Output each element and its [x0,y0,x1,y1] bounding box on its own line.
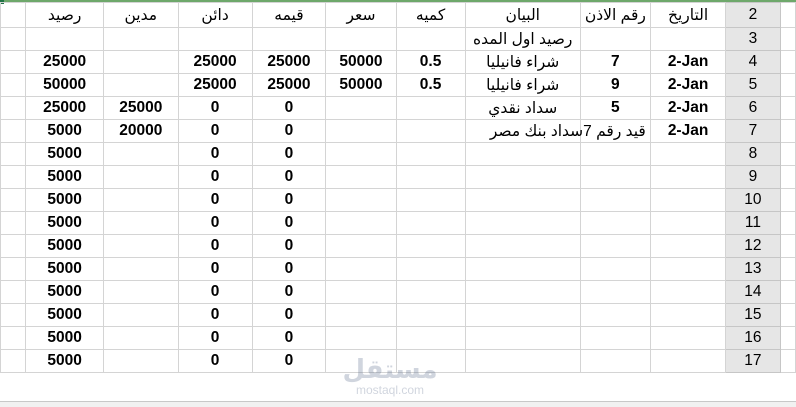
cell-date[interactable] [650,189,725,212]
cell-qty[interactable] [396,97,465,120]
cell-blank-right[interactable] [780,74,795,97]
cell-price[interactable] [326,304,396,327]
cell-desc[interactable] [465,327,580,350]
cell-balance[interactable]: 5000 [26,166,104,189]
cell-debit[interactable]: 25000 [103,97,178,120]
cell-date[interactable] [650,28,725,51]
cell-desc[interactable] [465,350,580,373]
cell-qty[interactable] [396,166,465,189]
cell-date[interactable] [650,350,725,373]
horizontal-scrollbar[interactable] [0,401,796,407]
cell-blank-left[interactable] [1,258,26,281]
cell-value[interactable]: 0 [252,281,326,304]
row-number[interactable]: 16 [726,327,780,350]
cell-qty[interactable]: 0.5 [396,51,465,74]
cell-permit[interactable]: 7 [580,51,650,74]
cell-blank-right[interactable] [780,235,795,258]
cell-blank-left[interactable] [1,143,26,166]
cell-permit[interactable] [580,235,650,258]
cell-blank-right[interactable] [780,189,795,212]
cell-permit[interactable] [580,28,650,51]
cell-credit[interactable]: 0 [178,189,252,212]
cell-debit[interactable] [103,304,178,327]
table-row [1,189,796,212]
column-header[interactable]: رقم الاذن [580,3,650,28]
row-number[interactable]: 13 [726,258,780,281]
cell-blank-right[interactable] [780,3,795,28]
cell-qty[interactable] [396,120,465,143]
cell-balance[interactable]: 5000 [26,258,104,281]
cell-value[interactable]: 0 [252,97,326,120]
cell-grid [0,2,796,373]
cell-desc[interactable]: شراء فانيليا [465,51,580,74]
cell-balance[interactable]: 5000 [26,304,104,327]
row-number[interactable]: 9 [726,166,780,189]
cell-price[interactable]: 50000 [326,51,396,74]
cell-debit[interactable] [103,189,178,212]
cell-balance[interactable]: 5000 [26,235,104,258]
cell-blank-left[interactable] [1,3,26,28]
cell-credit[interactable]: 0 [178,212,252,235]
cell-desc[interactable] [465,143,580,166]
cell-blank-left[interactable] [1,51,26,74]
cell-balance[interactable]: 5000 [26,212,104,235]
cell-desc[interactable] [465,166,580,189]
cell-value[interactable]: 0 [252,235,326,258]
cell-price[interactable] [326,28,396,51]
cell-permit[interactable] [580,143,650,166]
cell-credit[interactable]: 0 [178,97,252,120]
cell-permit[interactable] [580,327,650,350]
cell-date[interactable] [650,327,725,350]
cell-value[interactable]: 0 [252,120,326,143]
table-row [1,120,796,143]
cell-blank-right[interactable] [780,304,795,327]
table-row [1,166,796,189]
cell-blank-right[interactable] [780,166,795,189]
cell-blank-left[interactable] [1,350,26,373]
cell-permit[interactable]: 5 [580,97,650,120]
row-number[interactable]: 15 [726,304,780,327]
cell-debit[interactable] [103,281,178,304]
cell-permit[interactable] [580,304,650,327]
cell-balance[interactable]: 5000 [26,143,104,166]
cell-balance[interactable]: 5000 [26,327,104,350]
row-number[interactable]: 8 [726,143,780,166]
cell-price[interactable] [326,143,396,166]
cell-balance[interactable]: 25000 [26,97,104,120]
cell-blank-left[interactable] [1,120,26,143]
cell-date[interactable] [650,143,725,166]
cell-value[interactable]: 25000 [252,74,326,97]
cell-desc[interactable] [465,235,580,258]
cell-date[interactable] [650,304,725,327]
cell-value[interactable]: 0 [252,258,326,281]
cell-value[interactable]: 0 [252,350,326,373]
cell-date[interactable]: 2-Jan [650,97,725,120]
table-row [1,97,796,120]
cell-price[interactable] [326,166,396,189]
table-row [1,281,796,304]
header-row [1,3,796,28]
table-row [1,143,796,166]
cell-desc[interactable] [465,189,580,212]
row-number[interactable]: 7 [726,120,780,143]
cell-credit[interactable]: 0 [178,166,252,189]
cell-credit[interactable] [178,28,252,51]
row-number[interactable]: 14 [726,281,780,304]
cell-value[interactable]: 25000 [252,51,326,74]
cell-desc[interactable]: سداد نقدي [465,97,580,120]
cell-date[interactable]: 2-Jan [650,120,725,143]
cell-date[interactable] [650,281,725,304]
row-number[interactable]: 10 [726,189,780,212]
cell-debit[interactable]: 20000 [103,120,178,143]
cell-blank-right[interactable] [780,28,795,51]
row-number[interactable]: 5 [726,74,780,97]
cell-qty[interactable] [396,281,465,304]
cell-qty[interactable] [396,28,465,51]
cell-blank-left[interactable] [1,304,26,327]
cell-blank-left[interactable] [1,235,26,258]
cell-price[interactable] [326,327,396,350]
cell-blank-left[interactable] [1,189,26,212]
cell-date[interactable] [650,258,725,281]
cell-date[interactable]: 2-Jan [650,51,725,74]
cell-desc[interactable]: رصيد اول المده [465,28,580,51]
cell-debit[interactable] [103,166,178,189]
cell-blank-left[interactable] [1,281,26,304]
cell-price[interactable] [326,97,396,120]
column-header[interactable]: دائن [178,3,252,28]
cell-price[interactable] [326,120,396,143]
cell-balance[interactable]: 5000 [26,189,104,212]
cell-desc[interactable] [465,304,580,327]
cell-debit[interactable] [103,212,178,235]
cell-permit[interactable] [580,189,650,212]
cell-permit[interactable]: قيد رقم 7سداد بنك مصر [580,120,650,143]
cell-credit[interactable]: 0 [178,350,252,373]
cell-date[interactable] [650,235,725,258]
table-row [1,350,796,373]
cell-debit[interactable] [103,143,178,166]
cell-price[interactable] [326,235,396,258]
cell-blank-left[interactable] [1,212,26,235]
cell-balance[interactable] [26,28,104,51]
cell-value[interactable]: 0 [252,212,326,235]
cell-permit[interactable] [580,281,650,304]
row-number[interactable]: 12 [726,235,780,258]
table-row [1,235,796,258]
cell-desc[interactable] [465,258,580,281]
cell-price[interactable] [326,189,396,212]
watermark-main-text: مستقل [342,354,438,384]
cell-credit[interactable]: 0 [178,143,252,166]
cell-debit[interactable] [103,51,178,74]
cell-qty[interactable] [396,258,465,281]
cell-value[interactable]: 0 [252,327,326,350]
cell-qty[interactable] [396,189,465,212]
row-number[interactable]: 17 [726,350,780,373]
table-row [1,304,796,327]
cell-balance[interactable]: 50000 [26,74,104,97]
cell-desc[interactable]: شراء فانيليا [465,74,580,97]
cell-date[interactable] [650,212,725,235]
cell-value[interactable]: 0 [252,166,326,189]
cell-qty[interactable] [396,235,465,258]
cell-permit[interactable] [580,350,650,373]
watermark-sub-text: mostaql.com [355,383,425,397]
cell-debit[interactable] [103,350,178,373]
cell-value[interactable] [252,28,326,51]
cell-blank-right[interactable] [780,258,795,281]
cell-debit[interactable] [103,74,178,97]
cell-blank-left[interactable] [1,166,26,189]
cell-price[interactable] [326,281,396,304]
cell-qty[interactable] [396,327,465,350]
column-header[interactable]: قيمه [252,3,326,28]
column-header[interactable]: كميه [396,3,465,28]
cell-blank-right[interactable] [780,327,795,350]
table-row [1,51,796,74]
cell-balance[interactable]: 5000 [26,120,104,143]
cell-credit[interactable]: 0 [178,327,252,350]
cell-price[interactable] [326,212,396,235]
cell-desc[interactable] [465,212,580,235]
cell-price[interactable]: 50000 [326,74,396,97]
cell-credit[interactable]: 0 [178,235,252,258]
row-number[interactable]: 6 [726,97,780,120]
cell-blank-right[interactable] [780,143,795,166]
cell-qty[interactable]: 0.5 [396,74,465,97]
column-header[interactable]: مدين [103,3,178,28]
row-number[interactable]: 2 [726,3,780,28]
table-row [1,212,796,235]
cell-value[interactable]: 0 [252,189,326,212]
table-row [1,327,796,350]
cell-qty[interactable] [396,304,465,327]
cell-blank-right[interactable] [780,51,795,74]
cell-blank-left[interactable] [1,28,26,51]
cell-credit[interactable]: 0 [178,120,252,143]
cell-blank-left[interactable] [1,74,26,97]
cell-balance[interactable]: 25000 [26,51,104,74]
row-number[interactable]: 11 [726,212,780,235]
cell-debit[interactable] [103,327,178,350]
cell-credit[interactable]: 0 [178,304,252,327]
cell-permit[interactable]: 9 [580,74,650,97]
cell-qty[interactable] [396,212,465,235]
cell-credit[interactable]: 25000 [178,74,252,97]
cell-blank-right[interactable] [780,97,795,120]
cell-value[interactable]: 0 [252,304,326,327]
column-header[interactable]: سعر [326,3,396,28]
cell-date[interactable]: 2-Jan [650,74,725,97]
cell-price[interactable] [326,350,396,373]
cell-qty[interactable] [396,350,465,373]
cell-debit[interactable] [103,28,178,51]
cell-permit[interactable] [580,166,650,189]
cell-balance[interactable]: 5000 [26,281,104,304]
cell-value[interactable]: 0 [252,143,326,166]
cell-permit[interactable] [580,212,650,235]
cell-blank-left[interactable] [1,97,26,120]
table-row [1,258,796,281]
column-header[interactable]: التاريخ [650,3,725,28]
cell-credit[interactable]: 0 [178,258,252,281]
row-number[interactable]: 4 [726,51,780,74]
cell-blank-right[interactable] [780,120,795,143]
cell-balance[interactable]: 5000 [26,350,104,373]
cell-debit[interactable] [103,235,178,258]
row-number[interactable]: 3 [726,28,780,51]
cell-permit[interactable] [580,258,650,281]
cell-credit[interactable]: 0 [178,281,252,304]
cell-price[interactable] [326,258,396,281]
cell-blank-right[interactable] [780,212,795,235]
cell-blank-left[interactable] [1,327,26,350]
table-row [1,74,796,97]
cell-date[interactable] [650,166,725,189]
table-row [1,28,796,51]
cell-credit[interactable]: 25000 [178,51,252,74]
cell-blank-right[interactable] [780,350,795,373]
column-header[interactable]: البيان [465,3,580,28]
column-header[interactable]: رصيد [26,3,104,28]
cell-desc[interactable] [465,281,580,304]
cell-qty[interactable] [396,143,465,166]
cell-blank-right[interactable] [780,281,795,304]
cell-debit[interactable] [103,258,178,281]
